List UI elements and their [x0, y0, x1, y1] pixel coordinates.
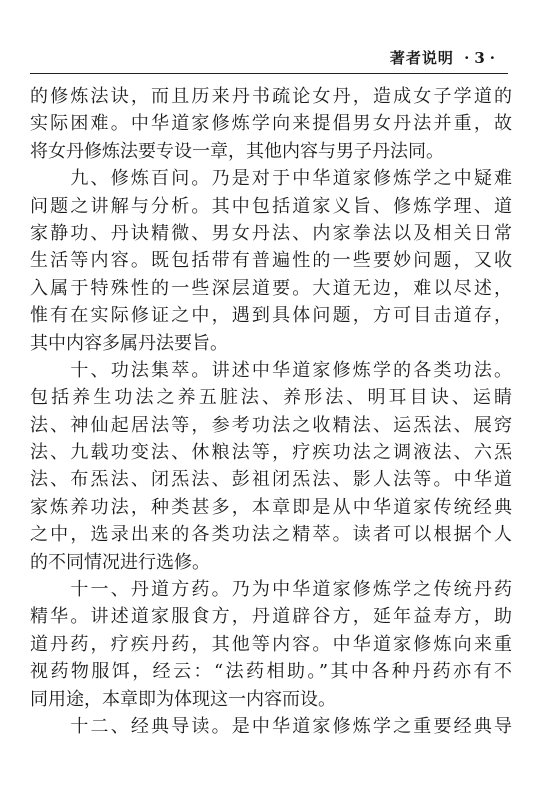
text-line: 法、布炁法、闭炁法、彭祖闭炁法、影人法等。中华道: [30, 469, 512, 491]
section-title: 著者说明: [389, 49, 454, 67]
header-separator: ·: [489, 49, 496, 67]
text-line: 实际困难。中华道家修炼学向来提倡男女丹法并重，故: [30, 113, 512, 135]
text-line: 家炼养功法，种类甚多，本章即是从中华道家传统经典: [30, 496, 512, 518]
text-line: 十、功法集萃。讲述中华道家修炼学的各类功法。: [30, 359, 512, 381]
text-line: 惟有在实际修证之中，遇到具体问题，方可目击道存，: [30, 305, 512, 327]
page-number: 3: [474, 49, 486, 67]
text-line: 家静功、丹诀精微、男女丹法、内家拳法以及相关日常: [30, 222, 512, 244]
text-line: 之中，选录出来的各类功法之精萃。读者可以根据个人: [30, 524, 512, 546]
text-line: 精华。讲述道家服食方，丹道辟谷方，延年益寿方，助: [30, 606, 512, 628]
text-line: 道丹药，疗疾丹药，其他等内容。中华道家修炼向来重: [30, 633, 512, 655]
text-line: 视药物服饵，经云：“法药相助。”其中各种丹药亦有不: [30, 661, 512, 683]
text-line: 九、修炼百问。乃是对于中华道家修炼学之中疑难: [30, 168, 512, 190]
text-line: 入属于特殊性的一些深层道要。大道无边，难以尽述，: [30, 277, 512, 299]
body-text: [30, 83, 512, 740]
header-separator: ·: [464, 49, 471, 67]
text-line: 将女丹修炼法要专设一章，其他内容与男子丹法同。: [30, 140, 444, 162]
text-line: 十一、丹道方药。乃为中华道家修炼学之传统丹药: [30, 579, 512, 601]
text-line: 其中内容多属丹法要旨。: [30, 332, 228, 354]
text-line: 十二、经典导读。是中华道家修炼学之重要经典导: [30, 715, 512, 737]
header-rule: [30, 73, 508, 74]
text-line: 法、九载功变法、休粮法等，疗疾功法之调液法、六炁: [30, 442, 512, 464]
text-line: 法、神仙起居法等，参考功法之收精法、运炁法、展窍: [30, 414, 512, 436]
text-line: 问题之讲解与分析。其中包括道家义旨、修炼学理、道: [30, 195, 512, 217]
running-header: [390, 47, 500, 68]
text-line: 包括养生功法之养五脏法、养形法、明耳目诀、运睛: [30, 387, 512, 409]
text-line: 同用途，本章即为体现这一内容而设。: [30, 688, 336, 710]
text-line: 的不同情况进行选修。: [30, 551, 210, 573]
text-line: 生活等内容。既包括带有普遍性的一些要妙问题，又收: [30, 250, 512, 272]
text-line: 的修炼法诀，而且历来丹书疏论女丹，造成女子学道的: [30, 86, 512, 107]
